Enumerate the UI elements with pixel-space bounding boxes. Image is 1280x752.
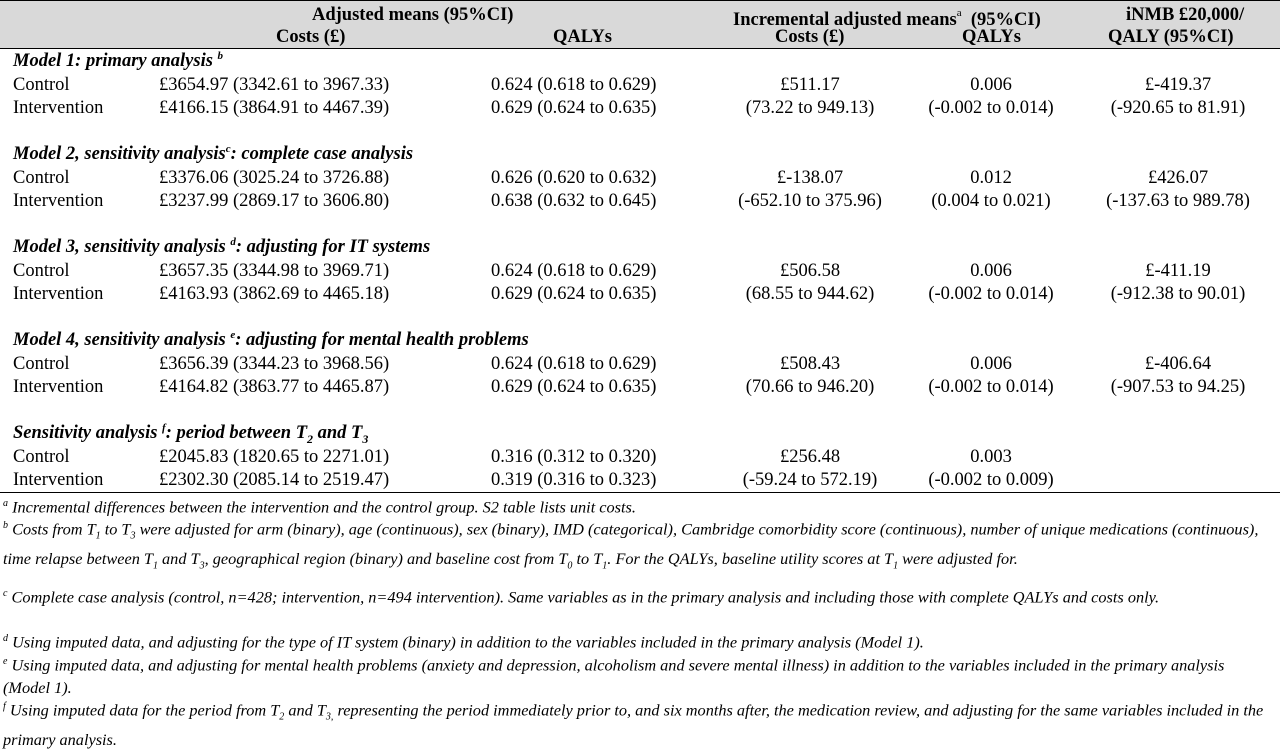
table-row: Control £3656.39 (3344.23 to 3968.56) 0.624 (0.618 to 0.629) £508.43 0.006 £-406.64 bbox=[13, 354, 1212, 374]
footnote-e: $^e$ Using imputed data, and adjusting for mental health problems (anxiety and depression, alcoholism and severe mental illness) in addition to the variables included in the primary analysis (Model 1). bbox=[3, 655, 1225, 697]
header-inc-costs: Costs (£) bbox=[775, 27, 845, 47]
table-row: Control £3657.35 (3344.98 to 3969.71) 0.624 (0.618 to 0.629) £506.58 0.006 £-411.19 bbox=[13, 261, 1211, 281]
footnote-f: $^f$ Using imputed data for the period from $T_2$ and $T_{3,}$ representing the period immediately prior to, and six months after, the medication review, and adjusting for the same variables included in the primary analysis. bbox=[3, 700, 1264, 750]
footnote-a: $^a$ Incremental differences between the intervention and the control group. S2 table lists unit costs. bbox=[3, 497, 636, 517]
section-title-sensitivity-period: Sensitivity analysis $^f$: period between $T_2$ and $T_3$ bbox=[13, 422, 369, 446]
table-row: Intervention £4164.82 (3863.77 to 4465.87) 0.629 (0.624 to 0.635) (70.66 to 946.20) (-0.002 to 0.014) (-907.53 to 94.25) bbox=[13, 377, 1246, 397]
table-row: Control £3376.06 (3025.24 to 3726.88) 0.626 (0.620 to 0.632) £-138.07 0.012 £426.07 bbox=[13, 168, 1209, 188]
table-row: Control £2045.83 (1820.65 to 2271.01) 0.316 (0.312 to 0.320) £256.48 0.003 bbox=[13, 447, 1012, 467]
footnote-c: $^c$ Complete case analysis (control, n=428; intervention, n=494 intervention). Same variables as in the primary analysis and including those with complete QALYs and costs only. bbox=[3, 587, 1160, 607]
footnote-b: $^b$ Costs from $T_1$ to $T_3$ were adjusted for arm (binary), age (continuous), sex (binary), IMD (categorical), Cambridge comorbidity score (continuous), number of unique medications (continuous), time relapse between $T_1$ and $T_3$, geographical region (binary) and baseline cost from $T_0$ to $T_1$. For the QALYs, baseline utility scores at $T_1$ were adjusted for. bbox=[3, 519, 1259, 572]
header-inmb-line1: iNMB £20,000/ bbox=[1126, 5, 1245, 25]
section-title-model-1: Model 1: primary analysis $^b$ bbox=[13, 50, 224, 72]
table-row: Intervention £4163.93 (3862.69 to 4465.18) 0.629 (0.624 to 0.635) (68.55 to 944.62) (-0.002 to 0.014) (-912.38 to 90.01) bbox=[13, 284, 1246, 304]
header-incremental: Incremental adjusted means$^a$ (95%CI) bbox=[733, 7, 1041, 31]
table-row: Intervention £3237.99 (2869.17 to 3606.80) 0.638 (0.632 to 0.645) (-652.10 to 375.96) (0.004 to 0.021) (-137.63 to 989.78) bbox=[13, 191, 1250, 211]
table-row: Intervention £2302.30 (2085.14 to 2519.47) 0.319 (0.316 to 0.323) (-59.24 to 572.19) (-0.002 to 0.009) bbox=[13, 470, 1054, 490]
header-costs: Costs (£) bbox=[276, 27, 346, 47]
table-row: Intervention £4166.15 (3864.91 to 4467.39) 0.629 (0.624 to 0.635) (73.22 to 949.13) (-0.002 to 0.014) (-920.65 to 81.91) bbox=[13, 98, 1246, 118]
header-inc-qalys: QALYs bbox=[962, 27, 1021, 47]
header-qalys: QALYs bbox=[553, 27, 612, 47]
section-title-model-4: Model 4, sensitivity analysis $^e$: adjusting for mental health problems bbox=[13, 329, 529, 351]
table-row: Control £3654.97 (3342.61 to 3967.33) 0.624 (0.618 to 0.629) £511.17 0.006 £-419.37 bbox=[13, 75, 1212, 95]
header-adjusted-means: Adjusted means (95%CI) bbox=[312, 5, 514, 25]
footnote-d: $^d$ Using imputed data, and adjusting for the type of IT system (binary) in addition to the variables included in the primary analysis (Model 1). bbox=[3, 632, 924, 652]
section-title-model-2: Model 2, sensitivity analysis$^c$: complete case analysis bbox=[13, 143, 414, 165]
section-title-model-3: Model 3, sensitivity analysis $^d$: adjusting for IT systems bbox=[13, 236, 431, 258]
header-inmb-line2: QALY (95%CI) bbox=[1108, 27, 1234, 47]
table-header bbox=[0, 0, 1280, 49]
